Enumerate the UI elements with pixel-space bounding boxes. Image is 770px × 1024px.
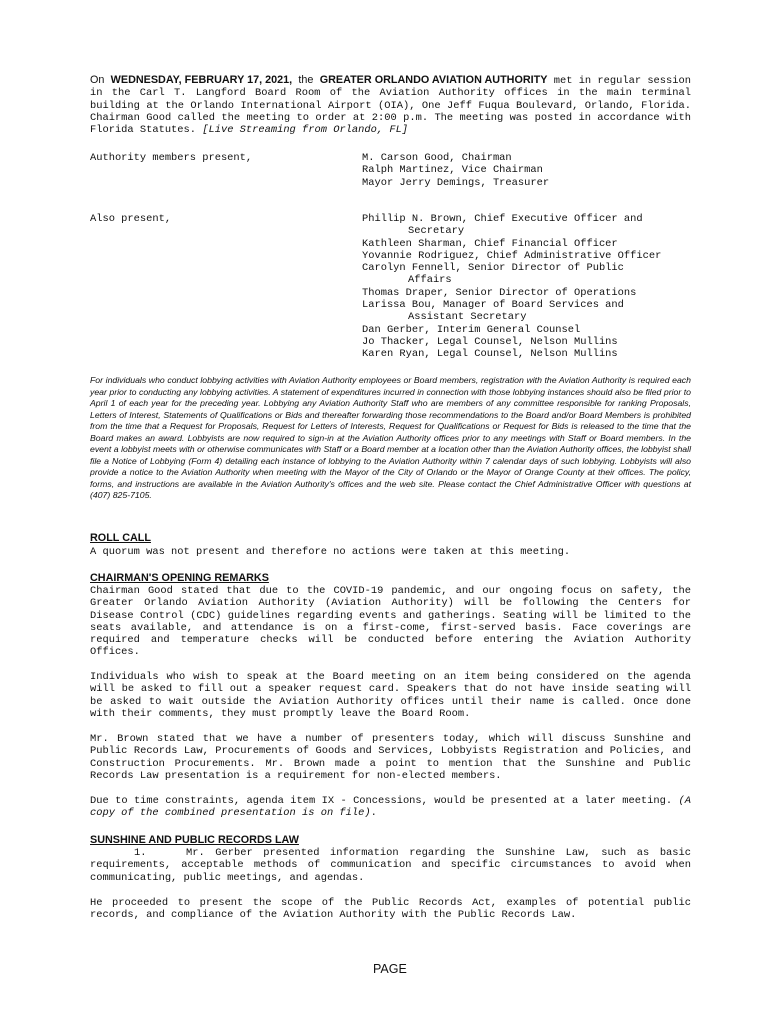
staff-line: Karen Ryan, Legal Counsel, Nelson Mullins [362,348,618,361]
staff-line: Larissa Bou, Manager of Board Services and [362,299,624,312]
opening-remarks-heading: CHAIRMAN'S OPENING REMARKS [90,572,269,584]
staff-line: Yovannie Rodriguez, Chief Administrative Officer [362,249,662,262]
page-footer-label: PAGE [373,962,407,976]
member-name: M. Carson Good, Chairman [362,152,512,164]
staff-line: Secretary [408,225,465,238]
staff-line: Affairs [408,274,452,287]
member-name: Ralph Martinez, Vice Chairman [362,164,543,177]
intro-text: met in regular session in the Carl T. Langford Board Room of the Aviation Authority offices in the main terminal building at the Orlando International Airport (OIA), One Jeff Fuqua Boulevard, Orlando, Florida. Chairman Good called the meeting to order at 2:00 p.m. The meeting was posted in accordance with Florida Statutes. [90,75,691,137]
opening-paragraph-4 [90,795,691,820]
opening-paragraph-2: Individuals who wish to speak at the Board meeting on an item being considered on the agenda will be asked to fill out a speaker request card. Speakers that do not have inside seating will be asked to wait outside the Aviation Authority offices until their name is called. Once done with their comments, they must promptly leave the Board Room. [90,671,691,720]
staff-line: Carolyn Fennell, Senior Director of Public [362,262,624,275]
members-present-list [362,152,702,189]
staff-line: Thomas Draper, Senior Director of Operations [362,286,637,299]
sunshine-paragraph-2: He proceeded to present the scope of the Public Records Act, examples of potential public records, and compliance of the Aviation Authority with the Public Records Law. [90,897,691,922]
intro-the: the [298,74,314,86]
members-present-label: Authority members present, [90,152,253,164]
intro-prefix: On [90,74,105,86]
item-number: 1. [134,847,147,859]
sunshine-p1-text: Mr. Gerber presented information regarding the Sunshine Law, such as basic requirements, acceptable methods of communication and specific circumstances to avoid when communicating, public meetings, and agendas. [90,847,691,884]
member-name: Mayor Jerry Demings, Treasurer [362,176,550,189]
staff-line: Dan Gerber, Interim General Counsel [362,323,581,336]
opening-paragraph-1: Chairman Good stated that due to the COVID-19 pandemic, and our ongoing focus on safety, the Greater Orlando Aviation Authority (Aviation Authority) will be following the Centers for Disease Control (CDC) guidelines regarding events and gatherings. Seating will be limited to the seats available, and attendance is on a first-come, first-served basis. Face coverings are required and temperature checks will be conducted before entering the Aviation Authority Offices. [90,585,691,659]
staff-line: Jo Thacker, Legal Counsel, Nelson Mullins [362,335,618,348]
opening-paragraph-3: Mr. Brown stated that we have a number of presenters today, which will discuss Sunshine and Public Records Law, Procurements of Goods and Services, Lobbyists Registration and Policies, and Construction Procurements. Mr. Brown made a point to mention that the Sunshine and Public Records Law presentation is a requirement for non-elected members. [90,733,691,782]
roll-call-text: A quorum was not present and therefore no actions were taken at this meeting. [90,546,571,558]
organization-name: GREATER ORLANDO AVIATION AUTHORITY [319,74,548,86]
also-present-list [362,213,702,361]
intro-paragraph [90,74,691,136]
sunshine-paragraph-1 [90,847,691,884]
lobbying-notice: For individuals who conduct lobbying activities with Aviation Authority employees or Board members, registration with the Aviation Authority is required each year prior to conducting any lobbying activities. A statement of expenditures incurred in connection with those lobbying instances should also be filed prior to April 1 of each year for the preceding year. Lobbying any Aviation Authority Staff who are members of any committee responsible for ranking Proposals, Letters of Interest, Statements of Qualifications or Bids and thereafter forwarding those recommendations to the Board and/or Board Members is prohibited from the time that a Request for Proposals, Request for Letters of Interests, Request for Qualifications or Request for Bids is released to the time that the Board makes an award. Lobbyists are now required to sign-in at the Aviation Authority offices prior to any meetings with Staff or Board members. In the event a lobbyist meets with or otherwise communicates with Staff or a Board member at a location other than the Aviation Authority offices, the lobbyist shall file a Notice of Lobbying (Form 4) detailing each instance of lobbying to the Aviation Authority within 7 calendar days of such lobbying. Lobbyists will also provide a notice to the Aviation Authority when meeting with the Mayor of the City of Orlando or the Mayor of Orange County at their offices. The policy, forms, and instructions are available in the Aviation Authority's offices and the web site. Please contact the Chief Administrative Officer with questions at (407) 825-7105. [90,375,691,500]
streaming-note: [Live Streaming from Orlando, FL] [202,124,409,137]
staff-line: Assistant Secretary [408,311,527,324]
staff-line: Kathleen Sharman, Chief Financial Officer [362,237,618,250]
opening-p4-end: . [370,807,377,820]
opening-p4-text: Due to time constraints, agenda item IX - Concessions, would be presented at a later meeting. [90,795,673,807]
roll-call-heading: ROLL CALL [90,532,151,544]
presentation-note: (A copy of the combined presentation is on file) [90,795,691,820]
also-present-label: Also present, [90,213,172,225]
sunshine-heading: SUNSHINE AND PUBLIC RECORDS LAW [90,834,299,846]
meeting-date: WEDNESDAY, FEBRUARY 17, 2021, [110,74,293,86]
staff-line: Phillip N. Brown, Chief Executive Officer and [362,213,643,225]
